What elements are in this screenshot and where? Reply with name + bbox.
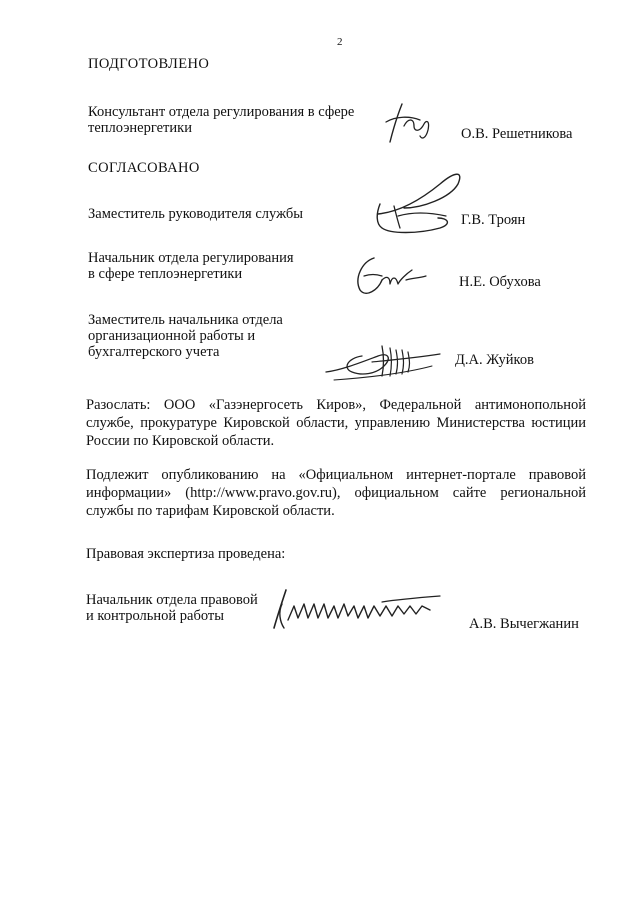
signature-vychegzhanin (264, 584, 444, 634)
distribution-paragraph: Разослать: ООО «Газэнергосеть Киров», Федеральной антимонопольной службе, прокуратуре Кировской области, управлению Министерства юстиции России по Кировской области. (86, 397, 586, 449)
legal-review-heading: Правовая экспертиза проведена: (86, 546, 286, 562)
signature-zhuikov (322, 336, 452, 384)
signature-reshetnikova (384, 100, 444, 148)
signature-troyan (368, 162, 468, 242)
legal-review-position-line1: Начальник отдела правовой (86, 592, 258, 608)
prepared-heading: ПОДГОТОВЛЕНО (88, 56, 210, 72)
signatory-position: бухгалтерского учета (88, 344, 220, 360)
prepared-position-line2: теплоэнергетики (88, 120, 192, 136)
signatory-name: Н.Е. Обухова (459, 274, 541, 290)
signature-obukhova (352, 250, 432, 300)
signatory-position: организационной работы и (88, 328, 256, 344)
signatory-position: Начальник отдела регулирования (88, 250, 294, 266)
signatory-name: Д.А. Жуйков (455, 352, 534, 368)
prepared-name: О.В. Решетникова (461, 126, 573, 142)
prepared-position-line1: Консультант отдела регулирования в сфере (88, 104, 355, 120)
signatory-position: в сфере теплоэнергетики (88, 266, 243, 282)
page-number: 2 (337, 36, 343, 48)
signatory-position: Заместитель начальника отдела (88, 312, 283, 328)
publication-paragraph: Подлежит опубликованию на «Официальном интернет-портале правовой информации» (http://www.pravo.gov.ru), официальном сайте региональной службы по тарифам Кировской области. (86, 467, 586, 519)
agreed-heading: СОГЛАСОВАНО (88, 160, 200, 176)
legal-review-name: А.В. Вычегжанин (469, 616, 579, 632)
legal-review-position-line2: и контрольной работы (86, 608, 224, 624)
signatory-name: Г.В. Троян (461, 212, 526, 228)
signatory-position: Заместитель руководителя службы (88, 206, 304, 222)
